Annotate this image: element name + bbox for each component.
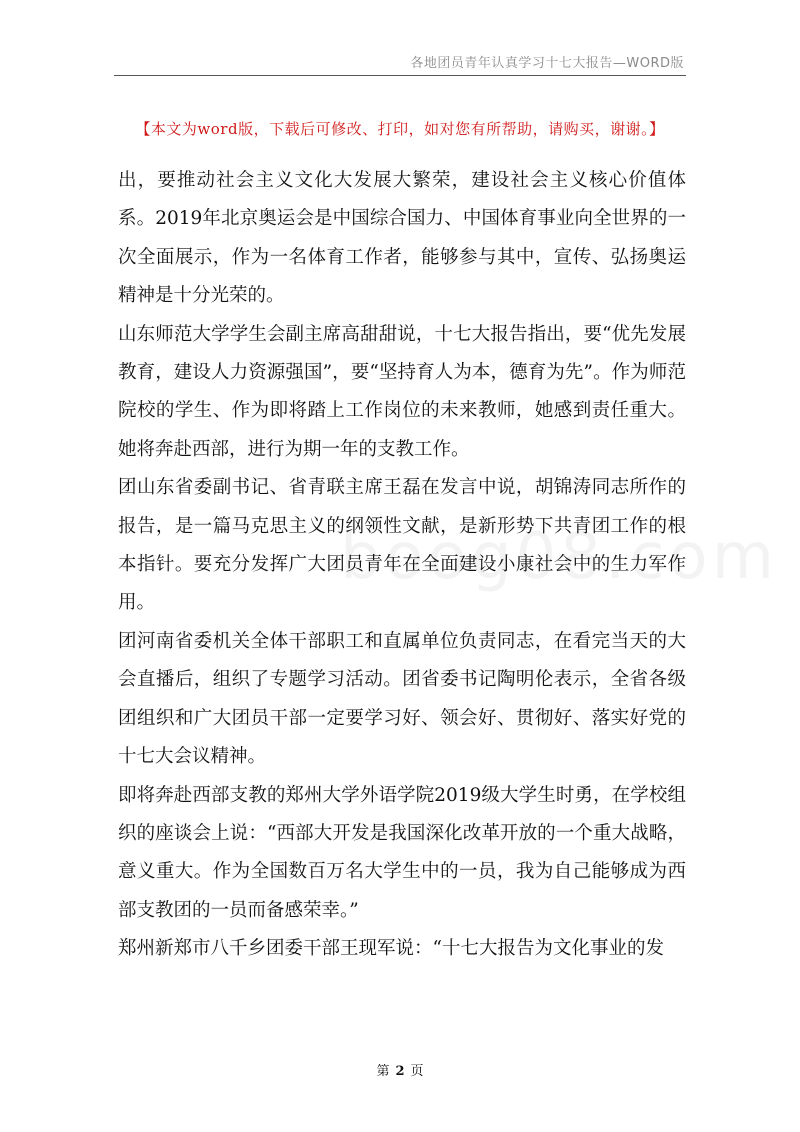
page-number-prefix: 第 [376,1064,390,1079]
running-header: 各地团员青年认真学习十七大报告—WORD版 [410,56,684,71]
paragraph: 即将奔赴西部支教的郑州大学外语学院2019级大学生时勇，在学校组织的座谈会上说：“西部大开发是我国深化改革开放的一个重大战略，意义重大。作为全国数百万名大学生中的一员，我为自己能够成为西部支教团的一员而备感荣幸。” [118,784,686,921]
paragraph: 团山东省委副书记、省青联主席王磊在发言中说，胡锦涛同志所作的报告，是一篇马克思主义的纲领性文献，是新形势下共青团工作的根本指针。要充分发挥广大团员青年在全面建设小康社会中的生力军作用。 [118,477,686,614]
download-notice: 【本文为word版，下载后可修改、打印，如对您有所帮助，请购买，谢谢。】 [135,120,665,138]
paragraph: 出，要推动社会主义文化大发展大繁荣，建设社会主义核心价值体系。2019年北京奥运会是中国综合国力、中国体育事业向全世界的一次全面展示，作为一名体育工作者，能够参与其中，宣传、弘扬奥运精神是十分光荣的。 [118,170,686,307]
paragraph: 郑州新郑市八千乡团委干部王现军说：“十七大报告为文化事业的发 [118,938,664,960]
page-number-suffix: 页 [410,1064,424,1079]
paragraph: 团河南省委机关全体干部职工和直属单位负责同志，在看完当天的大会直播后，组织了专题学习活动。团省委书记陶明伦表示，全省各级团组织和广大团员干部一定要学习好、领会好、贯彻好、落实好党的十七大会议精神。 [118,630,686,768]
paragraph: 山东师范大学学生会副主席高甜甜说，十七大报告指出，要“优先发展教育，建设人力资源强国”，要“坚持育人为本，德育为先”。作为师范院校的学生、作为即将踏上工作岗位的未来教师，她感到责任重大。她将奔赴西部，进行为期一年的支教工作。 [118,323,686,460]
page-number: 2 [395,1064,405,1079]
header-divider [114,75,686,76]
document-body [118,162,686,969]
page-footer [0,1060,800,1079]
